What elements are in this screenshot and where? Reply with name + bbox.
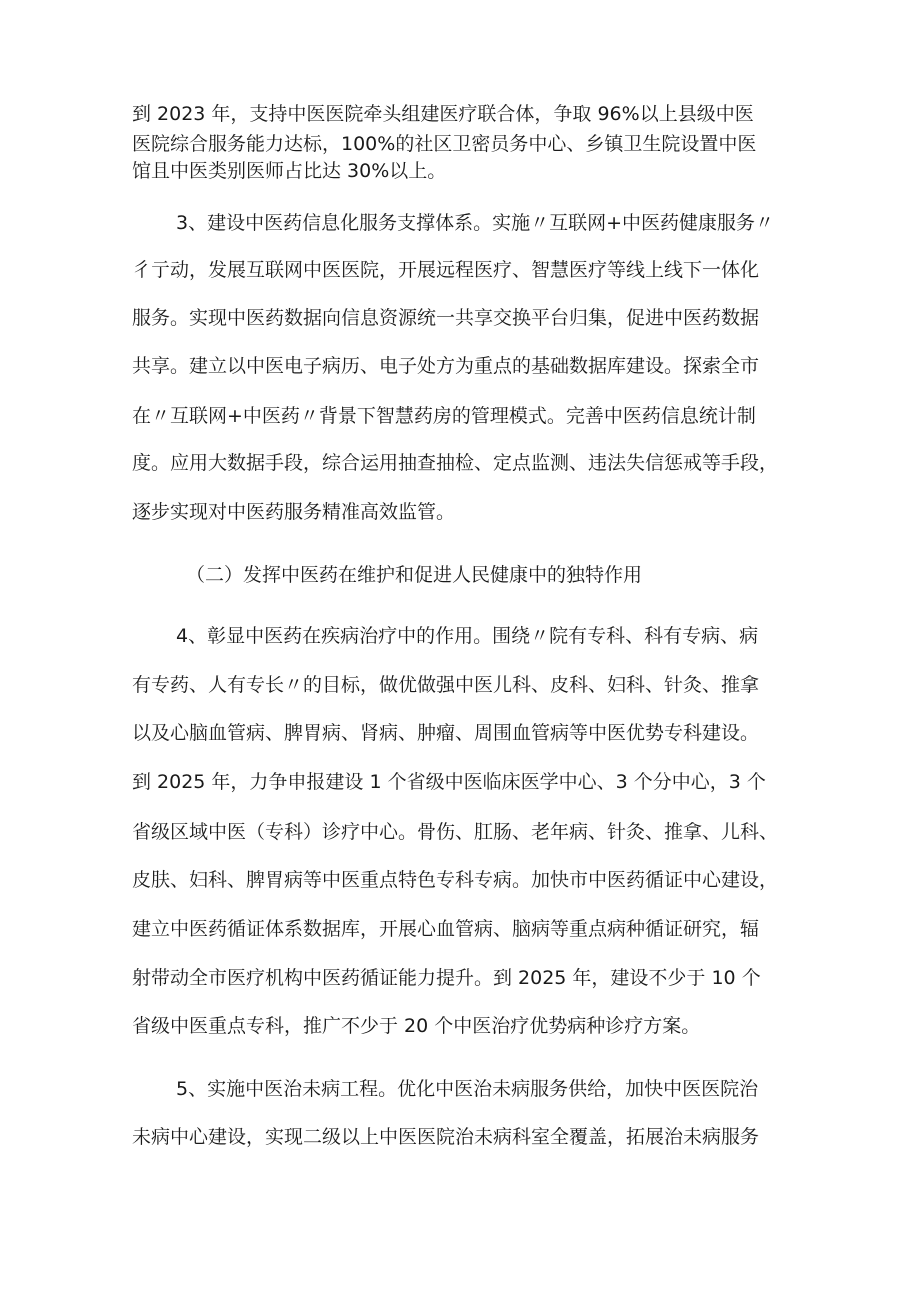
paragraph-line: 医院综合服务能力达标，100%的社区卫密员务中心、乡镇卫生院设置中医 <box>132 133 757 155</box>
paragraph-line: 到 2025 年，力争申报建设 1 个省级中医临床医学中心、3 个分中心，3 个 <box>132 771 766 793</box>
paragraph-line: 彳亍动，发展互联网中医医院，开展远程医疗、智慧医疗等线上线下一体化 <box>132 259 760 281</box>
paragraph-line: 有专药、人有专长〃的目标，做优做强中医儿科、皮科、妇科、针灸、推拿 <box>132 674 760 696</box>
paragraph-line: 以及心脑血管病、脾胃病、肾病、肿瘤、周围血管病等中医优势专科建设。 <box>132 722 760 744</box>
paragraph-line: 皮肤、妇科、脾胃病等中医重点特色专科专病。加快市中医药循证中心建设， <box>132 869 779 891</box>
paragraph-line: 馆且中医类别医师占比达 30%以上。 <box>132 160 447 182</box>
paragraph-line: 3、建设中医药信息化服务支撑体系。实施〃互联网+中医药健康服务〃 <box>176 212 775 234</box>
paragraph-line: 到 2023 年，支持中医医院牵头组建医疗联合体，争取 96%以上县级中医 <box>132 103 754 125</box>
paragraph-line: 在〃互联网+中医药〃背景下智慧药房的管理模式。完善中医药信息统计制 <box>132 405 756 427</box>
paragraph-line: 4、彰显中医药在疾病治疗中的作用。围绕〃院有专科、科有专病、病 <box>176 625 759 647</box>
paragraph-line: 省级区域中医（专科）诊疗中心。骨伤、肛肠、老年病、针灸、推拿、儿科、 <box>132 821 779 843</box>
paragraph-line: 建立中医药循证体系数据库，开展心血管病、脑病等重点病种循证研究，辐 <box>132 918 760 940</box>
paragraph-line: 射带动全市医疗机构中医药循证能力提升。到 2025 年，建设不少于 10 个 <box>132 967 761 989</box>
paragraph-line: 度。应用大数据手段，综合运用抽查抽检、定点监测、违法失信惩戒等手段， <box>132 452 779 474</box>
paragraph-line: 省级中医重点专科，推广不少于 20 个中医治疗优势病种诊疗方案。 <box>132 1015 701 1037</box>
paragraph-line: 未病中心建设，实现二级以上中医医院治未病科室全覆盖，拓展治未病服务 <box>132 1126 760 1148</box>
paragraph-line: 服务。实现中医药数据向信息资源统一共享交换平台归集，促进中医药数据 <box>132 307 760 329</box>
section-heading: （二）发挥中医药在维护和促进人民健康中的独特作用 <box>186 564 643 586</box>
paragraph-line: 逐步实现对中医药服务精准高效监管。 <box>132 501 456 523</box>
paragraph-line: 5、实施中医治未病工程。优化中医治未病服务供给，加快中医医院治 <box>176 1078 759 1100</box>
paragraph-line: 共享。建立以中医电子病历、电子处方为重点的基础数据库建设。探索全市 <box>132 355 760 377</box>
